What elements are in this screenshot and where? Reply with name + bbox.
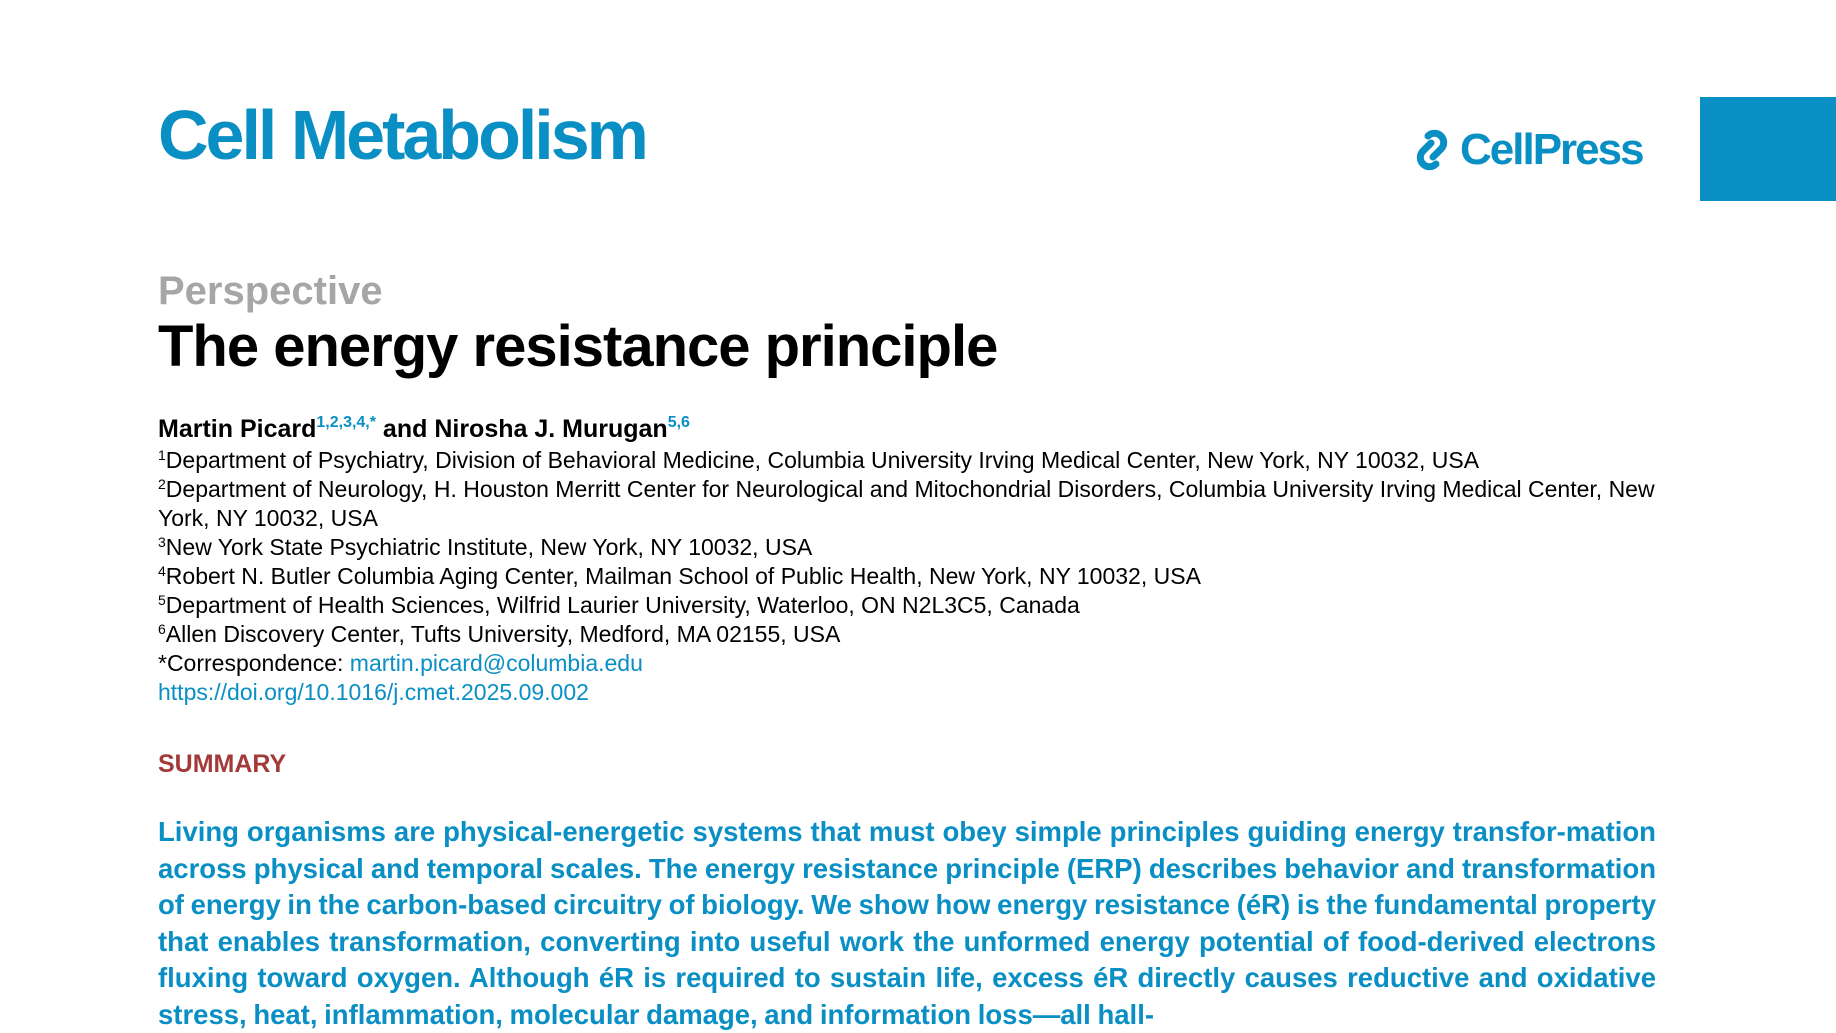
journal-name: Cell Metabolism — [158, 96, 646, 174]
summary-text: Living organisms are physical-energetic systems that must obey simple principles guiding energy transfor-mation across physical and temporal scales. The energy resistance principle (ERP) describes behavior and transformation of energy in the carbon-based circuitry of biology. We show how energy resistance (éR) is the fundamental property that enables transformation, converting into useful work the unformed energy potential of food-derived electrons fluxing toward oxygen. Although éR is required to sustain life, excess éR directly causes reductive and oxidative stress, heat, inflammation, molecular damage, and information loss—all hall- — [158, 816, 1656, 1030]
affiliation-text: Department of Health Sciences, Wilfrid Laurier University, Waterloo, ON N2L3C5, Canada — [165, 592, 1080, 618]
affiliation-number: 5 — [158, 592, 166, 608]
article-type: Perspective — [158, 269, 383, 313]
affiliation-number: 1 — [158, 447, 166, 463]
publisher-name: CellPress — [1460, 125, 1643, 174]
affiliation-item — [158, 562, 1688, 591]
affiliation-number: 3 — [158, 534, 166, 550]
affiliation-text: Robert N. Butler Columbia Aging Center, Mailman School of Public Health, New York, NY 10032, USA — [165, 563, 1201, 589]
affiliation-text: New York State Psychiatric Institute, New York, NY 10032, USA — [165, 534, 813, 560]
doi-link[interactable]: https://doi.org/10.1016/j.cmet.2025.09.002 — [158, 679, 589, 705]
author-affiliation-marks[interactable]: 1,2,3,4,* — [316, 414, 376, 431]
correspondence-line — [158, 649, 1688, 678]
author-name[interactable]: Martin Picard — [158, 415, 317, 443]
affiliation-item — [158, 620, 1688, 649]
author-affiliation-marks[interactable]: 5,6 — [667, 414, 690, 431]
author-joiner: and — [375, 415, 435, 443]
summary-heading: SUMMARY — [158, 750, 287, 778]
affiliation-list — [158, 446, 1688, 707]
affiliation-number: 6 — [158, 621, 166, 637]
affiliation-number: 4 — [158, 563, 166, 579]
article-title: The energy resistance principle — [158, 314, 998, 379]
correspondence-label: *Correspondence: — [158, 650, 350, 676]
affiliation-text: Allen Discovery Center, Tufts University, Medford, MA 02155, USA — [165, 621, 841, 647]
publisher-logo[interactable] — [1408, 124, 1643, 176]
affiliation-text: Department of Psychiatry, Division of Behavioral Medicine, Columbia University Irving Medical Center, New York, NY 10032, USA — [165, 447, 1480, 473]
corner-color-tab — [1700, 97, 1836, 201]
affiliation-item — [158, 533, 1688, 562]
affiliation-item — [158, 475, 1688, 533]
cellpress-logo-icon — [1408, 126, 1456, 174]
author-list — [158, 414, 690, 444]
affiliation-item — [158, 591, 1688, 620]
affiliation-number: 2 — [158, 476, 166, 492]
correspondence-email-link[interactable]: martin.picard@columbia.edu — [349, 650, 643, 676]
affiliation-item — [158, 446, 1688, 475]
doi-line — [158, 678, 1688, 707]
author-name[interactable]: Nirosha J. Murugan — [434, 415, 668, 443]
affiliation-text: Department of Neurology, H. Houston Merritt Center for Neurological and Mitochondrial Disorders, Columbia University Irving Medical Center, New York, NY 10032, USA — [158, 476, 1655, 531]
